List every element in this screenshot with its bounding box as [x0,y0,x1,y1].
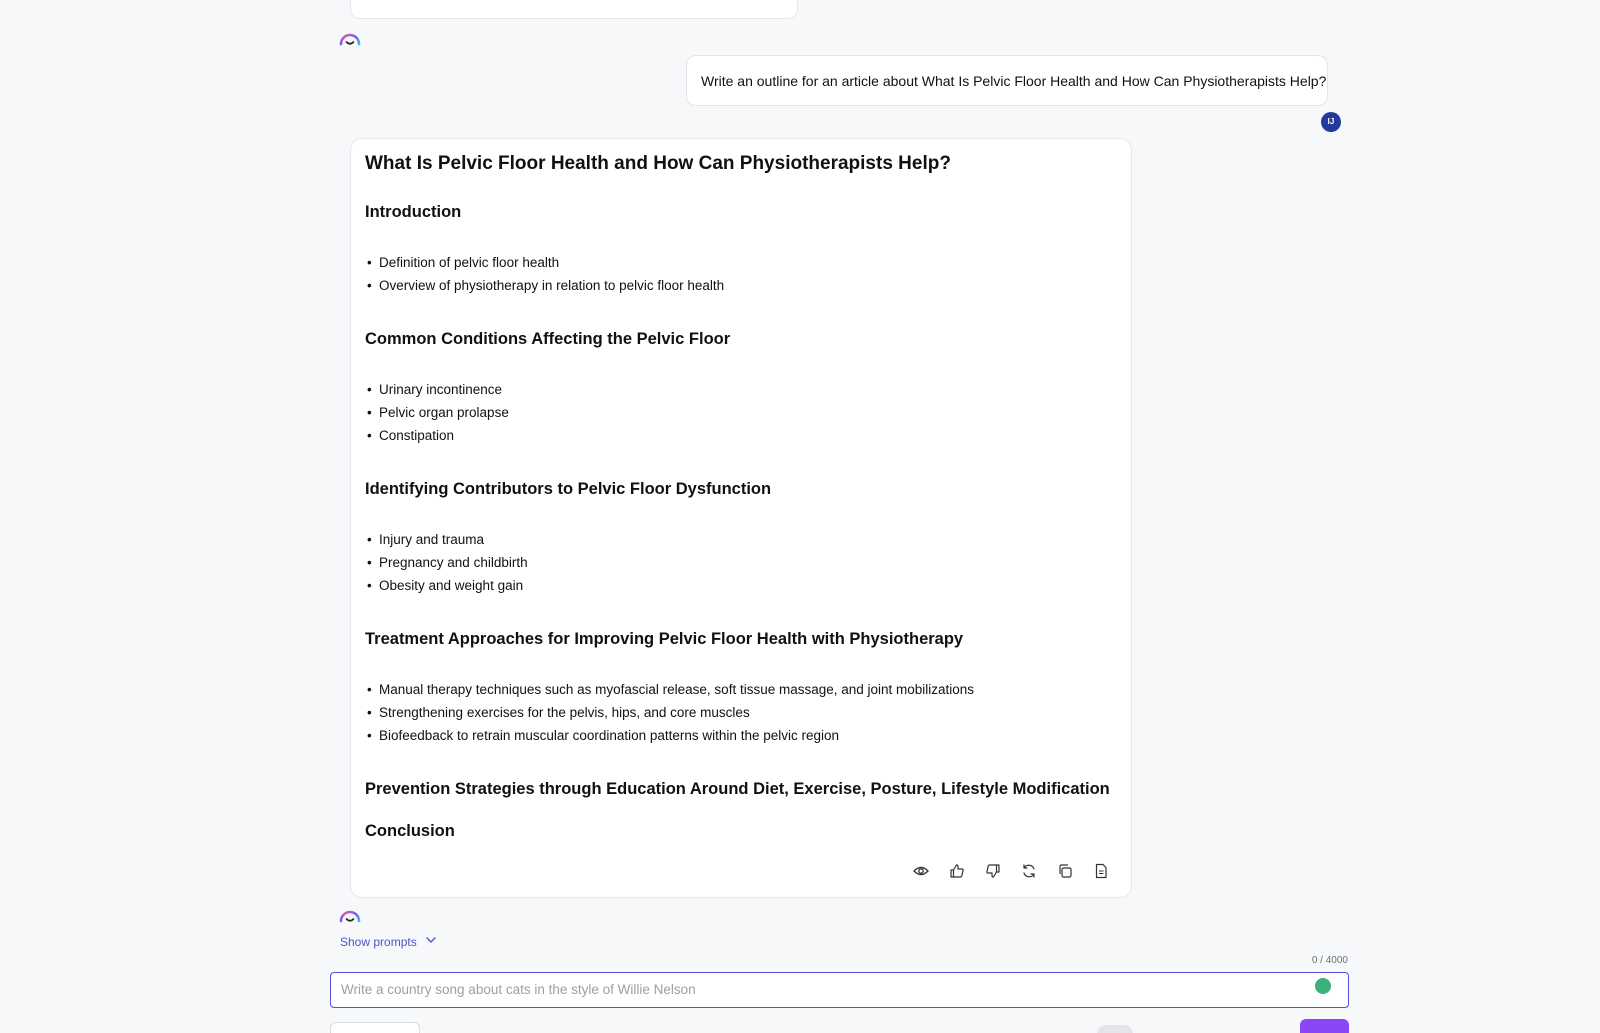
clear-chat-button[interactable] [330,1022,420,1033]
eye-icon[interactable] [911,861,931,881]
section-heading: Identifying Contributors to Pelvic Floor Dysfunction [365,480,772,498]
prompt-input-container[interactable] [330,972,1349,1008]
section-heading: Common Conditions Affecting the Pelvic Floor [365,330,731,348]
list-item: • Manual therapy techniques such as myofascial release, soft tissue massage, and joint mobilizations [379,682,974,697]
assistant-avatar-icon [338,903,362,927]
list-item: • Biofeedback to retrain muscular coordination patterns within the pelvic region [379,728,839,743]
list-item: • Overview of physiotherapy in relation to pelvic floor health [379,278,724,293]
show-prompts-label: Show prompts [340,934,417,949]
chevron-down-icon [425,934,437,949]
list-item: • Urinary incontinence [379,382,502,397]
list-item: • Constipation [379,428,454,443]
section-heading: Prevention Strategies through Education Around Diet, Exercise, Posture, Lifestyle Modification [365,780,1110,798]
list-item: • Pregnancy and childbirth [379,555,528,570]
list-item: • Strengthening exercises for the pelvis, hips, and core muscles [379,705,750,720]
list-item: • Definition of pelvic floor health [379,255,559,270]
response-title: What Is Pelvic Floor Health and How Can Physiotherapists Help? [365,153,951,174]
regenerate-icon[interactable] [1019,861,1039,881]
prompt-input[interactable] [341,973,1301,1006]
user-avatar: IJ [1321,112,1341,132]
thumbs-down-icon[interactable] [983,861,1003,881]
user-message: Write an outline for an article about What Is Pelvic Floor Health and How Can Physiotherapists Help? [686,55,1328,106]
character-counter: 0 / 4000 [1311,955,1348,966]
previous-message-card [350,0,798,19]
assistant-response-card [350,138,1132,898]
section-heading: Introduction [365,203,462,221]
thumbs-up-icon[interactable] [947,861,967,881]
section-heading: Conclusion [365,822,455,840]
assistant-avatar-icon [338,26,362,50]
copy-icon[interactable] [1055,861,1075,881]
send-button[interactable] [1300,1019,1349,1033]
list-item: • Obesity and weight gain [379,578,523,593]
grammar-check-icon[interactable] [1315,978,1331,994]
show-prompts-toggle[interactable] [340,934,437,949]
include-toggle[interactable] [1097,1025,1133,1033]
list-item: • Injury and trauma [379,532,484,547]
document-icon[interactable] [1091,861,1111,881]
list-item: • Pelvic organ prolapse [379,405,509,420]
section-heading: Treatment Approaches for Improving Pelvic Floor Health with Physiotherapy [365,630,964,648]
